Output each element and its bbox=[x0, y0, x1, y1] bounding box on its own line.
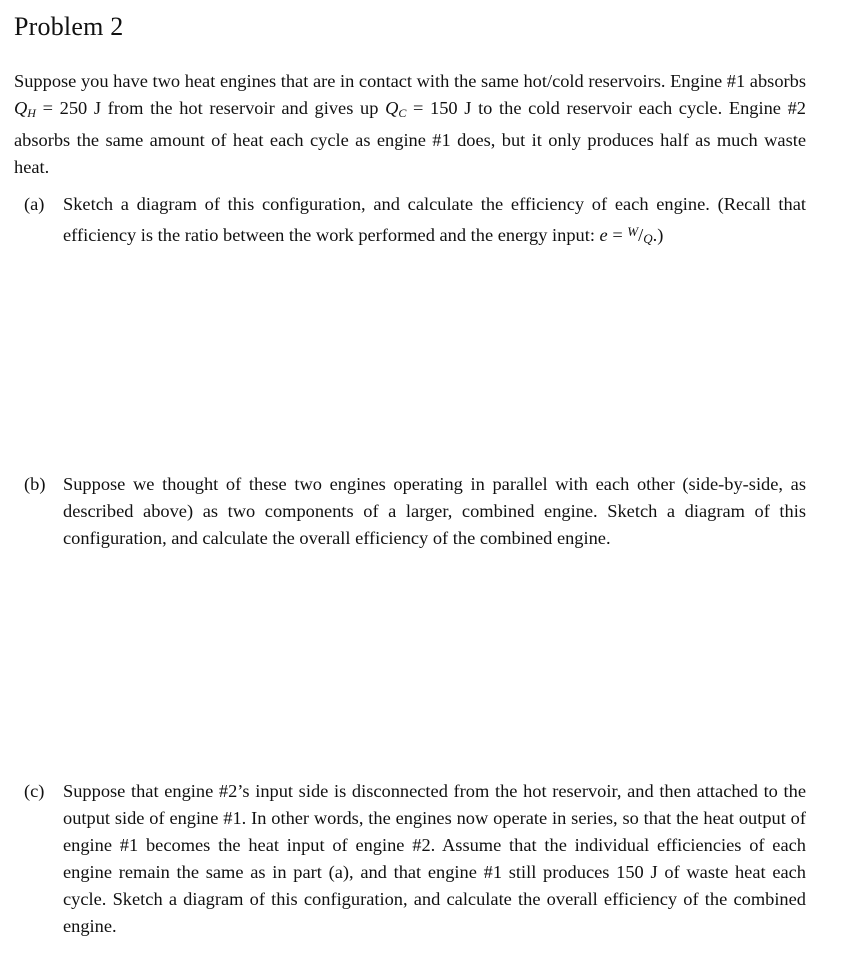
work-symbol: W bbox=[627, 224, 639, 239]
part-c-label: (c) bbox=[24, 781, 45, 801]
part-a-tail: .) bbox=[652, 225, 664, 245]
part-c-text: Suppose that engine #2’s input side is disconnected from the hot reservoir, and then attached to the output side of engine #1. In other words, the engines now operate in series, so that the heat output of engine #1 becomes the heat input of engine #2. Assume that the individual efficiencies of each engine remain the same as in part (a), and that engine #1 still produces 150 J of waste heat each cycle. Sketch a diagram of this configuration, and calculate the overall efficiency of the combined engine. bbox=[63, 781, 806, 936]
qh-subscript: H bbox=[27, 106, 36, 120]
qc-value-text: = 150 J to the cold reservoir each cycle. Engine #2 absorbs the same amount of heat each cycle as engine #1 does, but it only produces half as much waste heat. bbox=[14, 98, 806, 177]
statement-text-1: Suppose you have two heat engines that are in contact with the same hot/cold reservoirs. Engine #1 absorbs bbox=[14, 71, 806, 91]
qc-symbol: Q bbox=[385, 98, 399, 118]
qh-symbol: Q bbox=[14, 98, 28, 118]
part-a-text bbox=[63, 191, 806, 252]
part-c bbox=[24, 778, 806, 940]
efficiency-symbol: e bbox=[599, 225, 608, 245]
problem-statement bbox=[14, 68, 806, 181]
fraction-slash: / bbox=[638, 225, 644, 245]
equals-sign: = bbox=[607, 225, 628, 245]
part-a bbox=[24, 191, 806, 252]
problem-title: Problem 2 bbox=[14, 12, 124, 41]
part-a-label: (a) bbox=[24, 194, 45, 214]
part-b bbox=[24, 471, 806, 552]
heat-symbol: Q bbox=[643, 231, 653, 246]
qc-subscript: C bbox=[398, 106, 407, 120]
part-b-text: Suppose we thought of these two engines operating in parallel with each other (side-by-side, as described above) as two components of a larger, combined engine. Sketch a diagram of this configuration, and calculate the overall efficiency of the combined engine. bbox=[63, 474, 806, 548]
qh-value-text: = 250 J from the hot reservoir and gives up bbox=[35, 98, 386, 118]
part-a-body: Sketch a diagram of this configuration, and calculate the efficiency of each engine. (Recall that efficiency is the ratio between the work performed and the energy input: bbox=[63, 194, 806, 245]
part-b-label: (b) bbox=[24, 474, 46, 494]
